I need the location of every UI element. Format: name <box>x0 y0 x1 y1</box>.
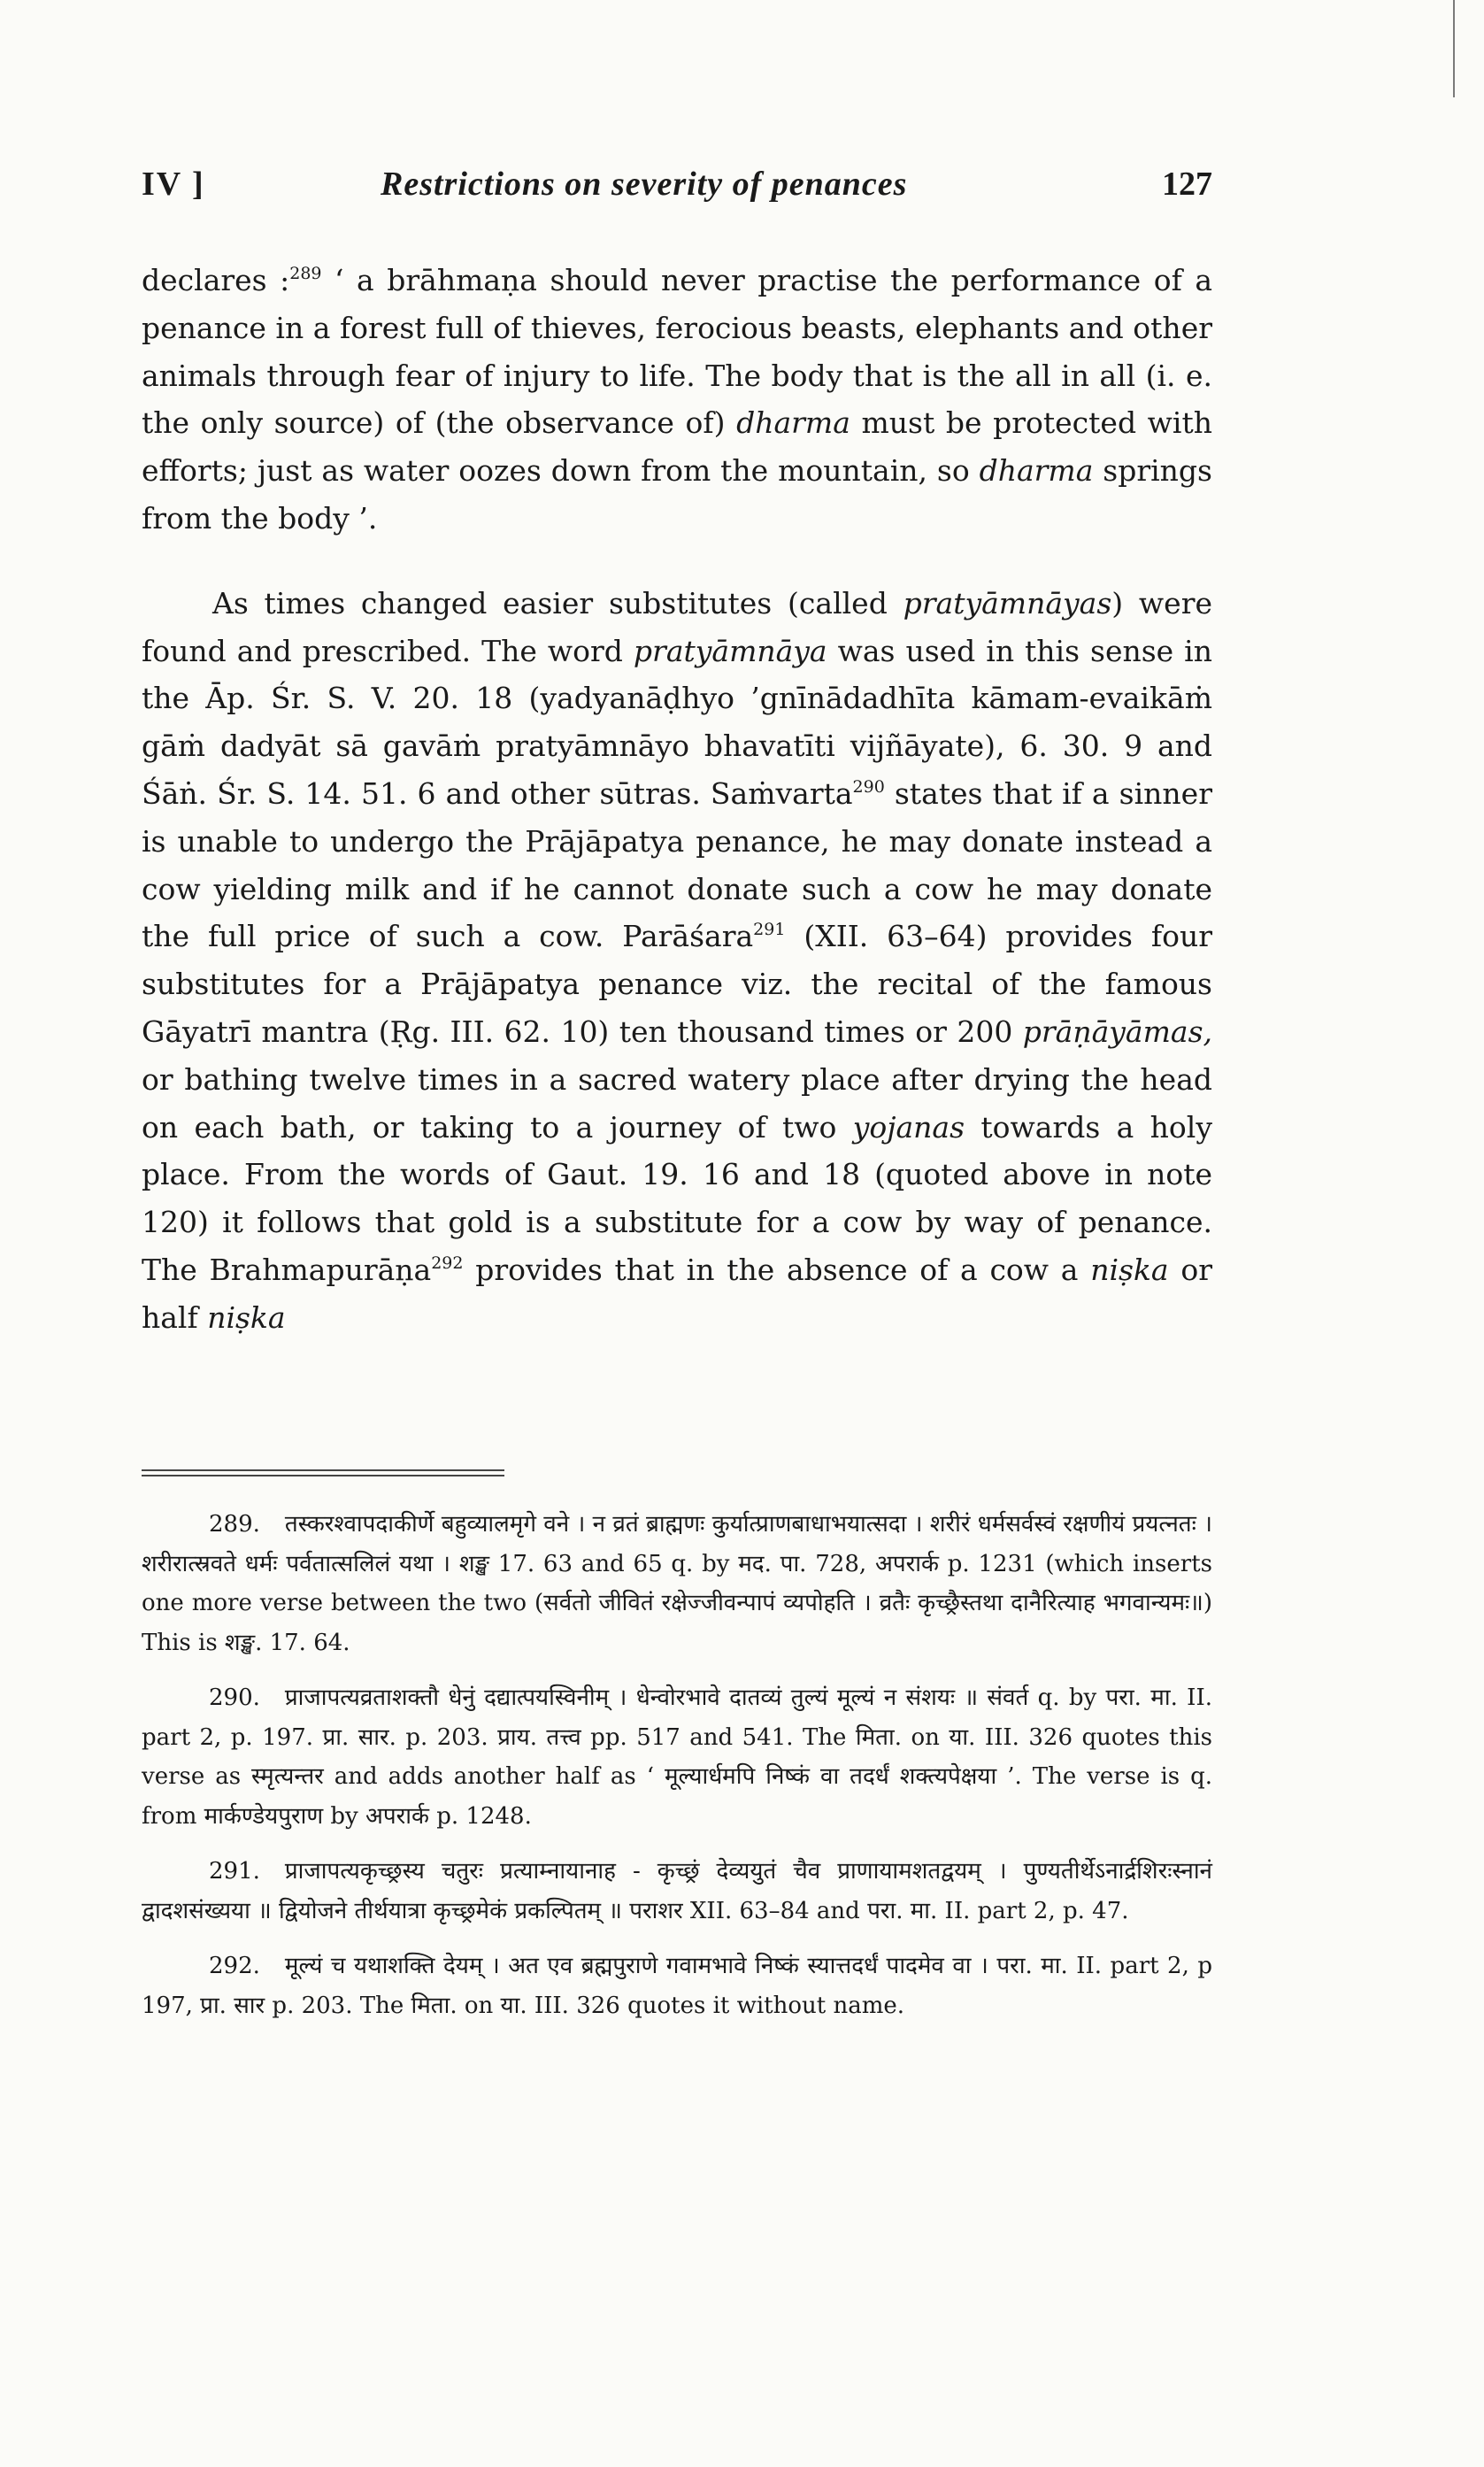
footnote-292 <box>142 1947 1212 2025</box>
running-header <box>142 165 1212 218</box>
p2-italic-1: pratyāmnāyas <box>903 585 1112 621</box>
p2-text-9: or half <box>142 1252 1212 1335</box>
p2-text-3: was used in this sense in the Āp. Śr. S. V. 20. 18 (yadyanāḍhyo ’gnīnādadhīta kāmam-evaikāṁ gāṁ dadyāt sā gavāṁ pratyāmnāyo bhavatīti vijñāyate), 6. 30. 9 and Śāṅ. Śr. S. 14. 51. 6 and other sūtras. Saṁvarta <box>142 633 1212 811</box>
p1-text-3: must be protected with efforts; just as water oozes down from the mountain, so <box>142 405 1213 489</box>
footnote-number: 289. <box>209 1511 260 1538</box>
footnote-text: मूल्यं च यथाशक्ति देयम् । अत एव ब्रह्मपुराणे गवामभावे निष्कं स्यात्तदर्धं पादमेव वा । परा. मा. II. part 2, p 197, प्रा. सार p. 203. The मिता. on या. III. 326 quotes it without name. <box>142 1953 1212 2019</box>
paragraph-1 <box>142 257 1212 543</box>
footnote-text: तस्करश्वापदाकीर्णे बहुव्यालमृगे वने । न व्रतं ब्राह्मणः कुर्यात्प्राणबाधाभयात्सदा । शरीरं धर्मसर्वस्वं रक्षणीयं प्रयत्नतः । शरीरात्स्रवते धर्मः पर्वतात्सलिलं यथा । शङ्ख 17. 63 and 65 q. by मद. पा. 728, अपरार्क p. 1231 (which inserts one more verse between the two (सर्वतो जीवितं रक्षेज्जीवन्पापं व्यपोहति । व्रतैः कृच्छ्रैस्तथा दानैरित्याह भगवान्यमः॥) This is शङ्ख. 17. 64. <box>142 1511 1212 1656</box>
p2-italic-3: prāṇāyāmas, <box>1022 1014 1212 1049</box>
footnote-290 <box>142 1678 1212 1836</box>
p2-text-1: As times changed easier substitutes (called <box>212 585 903 621</box>
p2-text-2: ) were found and prescribed. The word <box>142 585 1212 668</box>
footnote-291 <box>142 1852 1212 1931</box>
running-title: Restrictions on severity of penances <box>381 166 908 203</box>
footnote-ref-290: 290 <box>852 776 885 797</box>
footnote-ref-292: 292 <box>431 1253 464 1273</box>
footnote-number: 290. <box>209 1684 260 1711</box>
footnote-ref-289: 289 <box>289 264 322 283</box>
chapter-marker: IV ] <box>142 166 205 203</box>
p1-text-2: ‘ a brāhmaṇa should never practise the performance of a penance in a forest full of thieves, ferocious beasts, elephants and other animals through fear of injury to life. The body that is the all in all (i. e. the only source) of (the observance of) <box>142 263 1212 441</box>
p2-text-4: states that if a sinner is unable to undergo the Prājāpatya penance, he may donate instead a cow yielding milk and if he cannot donate such a cow he may donate the full price of such a cow. Parāśara <box>142 775 1212 954</box>
main-text <box>142 257 1212 1342</box>
footnote-text: प्राजापत्यकृच्छ्रस्य चतुरः प्रत्याम्नायानाह - कृच्छ्रं देव्ययुतं चैव प्राणायामशतद्वयम् । पुण्यतीर्थेऽनार्द्रशिरःस्नानं द्वादशसंख्यया ॥ द्वियोजने तीर्थयात्रा कृच्छ्रमेकं प्रकल्पितम् ॥ पराशर XII. 63–84 and परा. मा. II. part 2, p. 47. <box>142 1858 1212 1924</box>
footnote-ref-291: 291 <box>753 920 786 940</box>
p1-italic-dharma-2: dharma <box>979 453 1094 489</box>
footnotes <box>142 1505 1212 2041</box>
footnote-text: प्राजापत्यव्रताशक्तौ धेनुं दद्यात्पयस्विनीम् । धेन्वोरभावे दातव्यं तुल्यं मूल्यं न संशयः ॥ संवर्त q. by परा. मा. II. part 2, p. 197. प्रा. सार. p. 203. प्राय. तत्त्व pp. 517 and 541. The मिता. on या. III. 326 quotes this verse as स्मृत्यन्तर and adds another half as ‘ मूल्यार्धमपि निष्कं वा तदर्धं शक्त्यपेक्षया ’. The verse is q. from मार्कण्डेयपुराण by अपरार्क p. 1248. <box>142 1684 1212 1830</box>
page-number: 127 <box>1162 166 1212 203</box>
p2-text-8: provides that in the absence of a cow a <box>463 1252 1091 1287</box>
p1-text-1: declares : <box>142 263 290 297</box>
p2-text-6: or bathing twelve times in a sacred watery place after drying the head on each bath, or taking to a journey of two <box>142 1061 1212 1145</box>
page-edge-line <box>1453 0 1455 97</box>
p1-text-4: springs from the body ’. <box>142 453 1212 536</box>
footnote-separator <box>142 1469 504 1482</box>
p2-italic-5: niṣka <box>1090 1252 1169 1287</box>
p2-text-5: (XII. 63–64) provides four substitutes for a Prājāpatya penance viz. the recital of the famous Gāyatrī mantra (Ṛg. III. 62. 10) ten thousand times or 200 <box>142 919 1212 1049</box>
p2-italic-2: pratyāmnāya <box>633 633 827 668</box>
footnote-number: 292. <box>209 1953 260 1979</box>
p1-italic-dharma: dharma <box>736 405 850 441</box>
p2-italic-4: yojanas <box>852 1109 965 1145</box>
footnote-289 <box>142 1505 1212 1662</box>
p2-text-7: towards a holy place. From the words of Gaut. 19. 16 and 18 (quoted above in note 120) it follows that gold is a substitute for a cow by way of penance. The Brahmapurāṇa <box>142 1109 1212 1287</box>
paragraph-2 <box>142 580 1212 1342</box>
footnote-number: 291. <box>209 1858 260 1885</box>
p2-italic-6: niṣka <box>207 1299 286 1335</box>
